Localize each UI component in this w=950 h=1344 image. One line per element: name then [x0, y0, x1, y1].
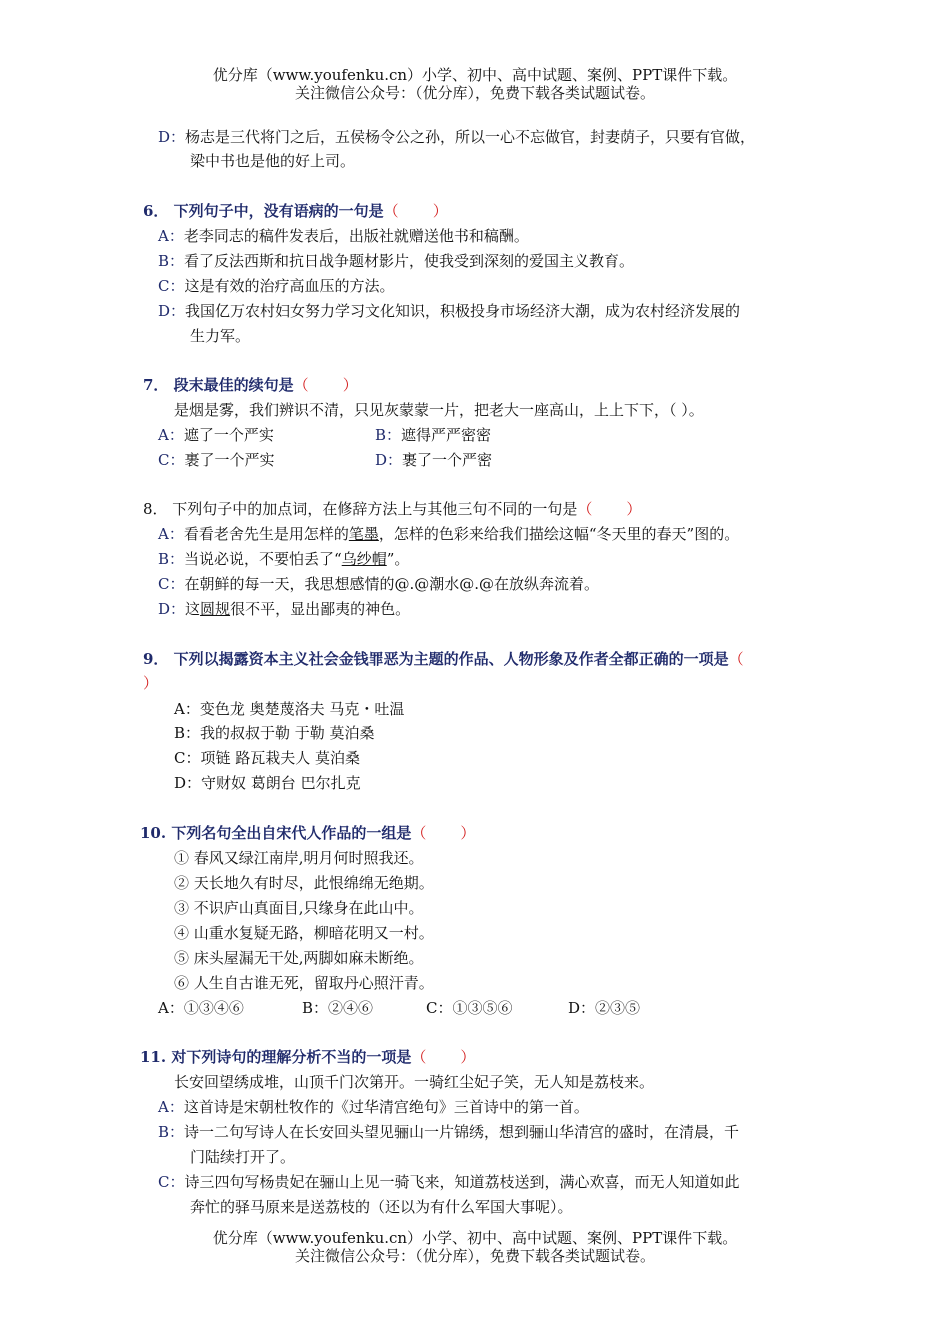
option-text: ”。: [386, 550, 410, 568]
option-label: C：: [158, 575, 185, 593]
paren-open: （: [411, 824, 427, 842]
option-text: 裹了一个严实: [184, 451, 275, 469]
q7-option-c: [158, 449, 275, 471]
paren-close: ）: [143, 674, 159, 692]
q11-option-c: [158, 1171, 740, 1193]
q10-item-4: ④ 山重水复疑无路，柳暗花明又一村。: [174, 924, 434, 942]
option-label: C：: [158, 451, 185, 469]
q8-option-d: [158, 598, 410, 620]
q6-option-d-cont: 生力军。: [190, 327, 251, 345]
q11-option-b: [158, 1121, 739, 1143]
q9-stem: [143, 648, 744, 670]
option-label: A：: [158, 227, 184, 245]
q10-option-c: C：①③⑤⑥: [426, 999, 513, 1017]
q8-option-b: [158, 548, 409, 570]
q10-option-b: B：②④⑥: [302, 999, 374, 1017]
question-stem: 11. 对下列诗句的理解分析不当的一项是: [140, 1048, 412, 1066]
q6-option-a: [158, 225, 529, 247]
paren-close: ）: [342, 376, 358, 394]
paren-close: ）: [432, 202, 448, 220]
q6-option-c: [158, 275, 395, 297]
option-text: 裹了一个严密: [402, 451, 493, 469]
q10-item-3: ③ 不识庐山真面目,只缘身在此山中。: [174, 899, 424, 917]
q10-option-a: A：①③④⑥: [158, 999, 244, 1017]
q7-passage: 是烟是雾，我们辨识不清，只见灰蒙蒙一片，把老大一座高山，上上下下，（ ）。: [174, 401, 704, 419]
option-text: 在朝鲜的每一天，我思想感情的@.@潮水@.@在放纵奔流着。: [184, 575, 600, 593]
q10-item-2: ② 天长地久有时尽，此恨绵绵无绝期。: [174, 874, 434, 892]
question-stem: 9． 下列以揭露资本主义社会金钱罪恶为主题的作品、人物形象及作者全都正确的一项是: [143, 650, 729, 668]
q7-stem: [143, 374, 358, 396]
q10-item-1: ① 春风又绿江南岸,明月何时照我还。: [174, 849, 424, 867]
option-label: A：: [158, 1098, 184, 1116]
q9-option-a: A：变色龙 奥楚蔑洛夫 马克・吐温: [174, 700, 405, 718]
q6-option-d: [158, 300, 740, 322]
option-text: 老李同志的稿件发表后，出版社就赠送他书和稿酬。: [183, 227, 529, 245]
paren-close: ）: [626, 500, 642, 518]
option-label: B：: [375, 426, 402, 444]
dotted-word: 乌纱帽: [341, 550, 387, 568]
paren-close: ）: [460, 824, 476, 842]
q7-option-b: [375, 424, 491, 446]
page-header-line-2: 关注微信公众号：（优分库），免费下载各类试题试卷。: [294, 84, 655, 102]
option-text: 我国亿万农村妇女努力学习文化知识，积极投身市场经济大潮，成为农村经济发展的: [185, 302, 741, 320]
option-text: 看看老舍先生是用怎样的: [183, 525, 349, 543]
q8-stem: [143, 498, 641, 520]
q9-stem-cont: [143, 672, 158, 694]
option-text: 看了反法西斯和抗日战争题材影片，使我受到深刻的爱国主义教育。: [184, 252, 635, 270]
q8-option-a: [158, 523, 739, 545]
paren-open: （: [577, 500, 593, 518]
q10-item-5: ⑤ 床头屋漏无干处,两脚如麻未断绝。: [174, 949, 424, 967]
q11-poem: 长安回望绣成堆，山顶千门次第开。一骑红尘妃子笑，无人知是荔枝来。: [174, 1073, 655, 1091]
option-text: 这: [185, 600, 201, 618]
paren-open: （: [411, 1048, 427, 1066]
option-text: 当说必说，不要怕丢了“: [184, 550, 342, 568]
option-text: 这首诗是宋朝杜牧作的《过华清宫绝句》三首诗中的第一首。: [183, 1098, 589, 1116]
option-label: D：: [158, 128, 186, 146]
option-text: 杨志是三代将门之后，五侯杨令公之孙，所以一心不忘做官，封妻荫子，只要有官做，: [185, 128, 756, 146]
q11-option-a: [158, 1096, 589, 1118]
q6-option-b: [158, 250, 634, 272]
paren-close: ）: [460, 1048, 476, 1066]
option-label: C：: [158, 277, 185, 295]
q10-item-6: ⑥ 人生自古谁无死，留取丹心照汗青。: [174, 974, 434, 992]
option-label: D：: [375, 451, 403, 469]
question-stem: 6． 下列句子中，没有语病的一句是: [143, 202, 384, 220]
dotted-word: 圆规: [200, 600, 231, 618]
page-header-line-1: 优分库（www.youfenku.cn）小学、初中、高中试题、案例、PPT课件下载。: [212, 66, 738, 84]
option-text: 这是有效的治疗高血压的方法。: [184, 277, 395, 295]
q7-option-a: [158, 424, 274, 446]
paren-open: （: [293, 376, 309, 394]
option-label: D：: [158, 600, 186, 618]
q9-option-d: D：守财奴 葛朗台 巴尔扎克: [174, 774, 361, 792]
question-stem: 10. 下列名句全出自宋代人作品的一组是: [140, 824, 412, 842]
q11-stem: [140, 1046, 475, 1068]
option-label: B：: [158, 252, 185, 270]
q8-option-c: [158, 573, 599, 595]
q9-option-b: B：我的叔叔于勒 于勒 莫泊桑: [174, 724, 375, 742]
option-text: 很不平，显出鄙夷的神色。: [230, 600, 411, 618]
q7-option-d: [375, 449, 492, 471]
q11-option-b-cont: 门陆续打开了。: [190, 1148, 296, 1166]
question-stem: 8． 下列句子中的加点词，在修辞方法上与其他三句不同的一句是: [143, 500, 578, 518]
q5-option-d: [158, 126, 755, 148]
paren-open: （: [728, 650, 744, 668]
option-text: 诗三四句写杨贵妃在骊山上见一骑飞来，知道荔枝送到，满心欢喜，而无人知道如此: [184, 1173, 740, 1191]
page-footer-line-2: 关注微信公众号：（优分库），免费下载各类试题试卷。: [294, 1247, 655, 1265]
option-label: B：: [158, 550, 185, 568]
q9-option-c: C：项链 路瓦栽夫人 莫泊桑: [174, 749, 361, 767]
option-text: ，怎样的色彩来给我们描绘这幅“冬天里的春天”图的。: [378, 525, 740, 543]
dotted-word: 笔墨: [348, 525, 379, 543]
option-text: 诗一二句写诗人在长安回头望见骊山一片锦绣，想到骊山华清宫的盛时，在清晨，千: [184, 1123, 740, 1141]
question-stem: 7． 段末最佳的续句是: [143, 376, 294, 394]
paren-open: （: [383, 202, 399, 220]
option-label: A：: [158, 426, 184, 444]
q10-option-d: D：②③⑤: [568, 999, 641, 1017]
option-text: 遮得严严密密: [401, 426, 492, 444]
q10-stem: [140, 822, 475, 844]
option-label: C：: [158, 1173, 185, 1191]
option-label: D：: [158, 302, 186, 320]
q6-stem: [143, 200, 448, 222]
option-label: B：: [158, 1123, 185, 1141]
page-footer-line-1: 优分库（www.youfenku.cn）小学、初中、高中试题、案例、PPT课件下载。: [212, 1229, 738, 1247]
q5-option-d-cont: 梁中书也是他的好上司。: [190, 152, 356, 170]
option-text: 遮了一个严实: [183, 426, 274, 444]
option-label: A：: [158, 525, 184, 543]
q11-option-c-cont: 奔忙的驿马原来是送荔枝的（还以为有什么军国大事呢）。: [190, 1198, 573, 1216]
